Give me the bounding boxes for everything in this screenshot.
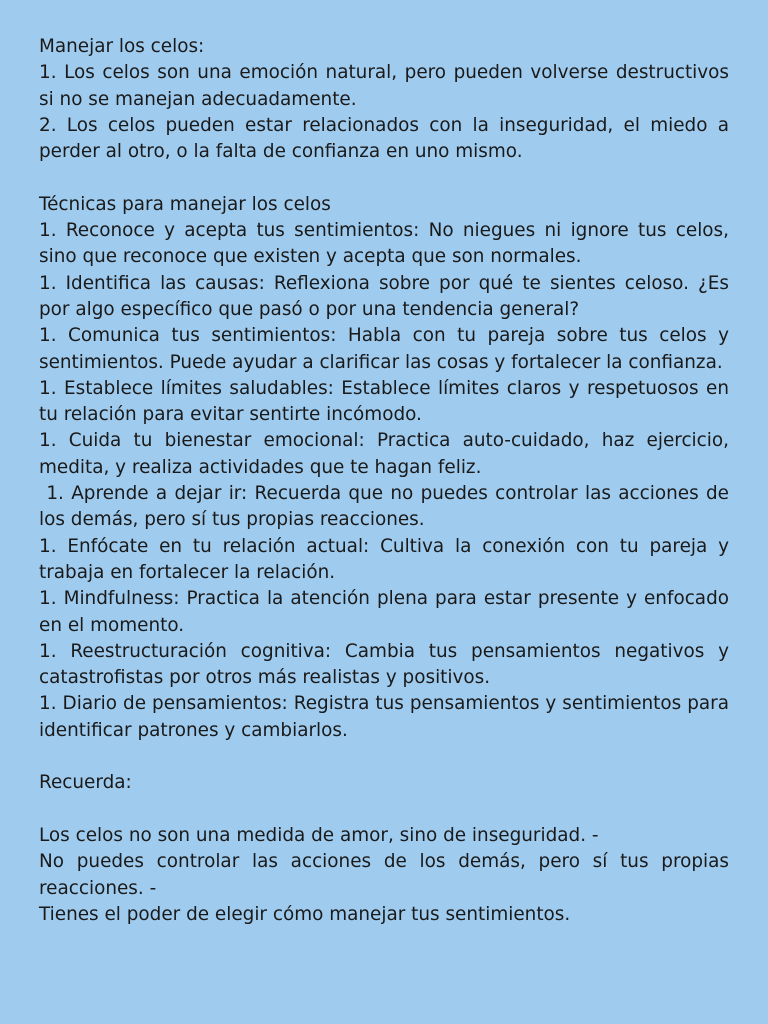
technique-item: 1. Cuida tu bienestar emocional: Practica auto-cuidado, haz ejercicio, medita, y realiza actividades que te hagan feliz. <box>39 430 729 478</box>
reminder-item: Los celos no son una medida de amor, sino de inseguridad. - <box>39 824 599 846</box>
section-spacer <box>39 797 729 823</box>
technique-item: 1. Aprende a dejar ir: Recuerda que no puedes controlar las acciones de los demás, pero sí tus propias reacciones. <box>39 483 735 531</box>
section-spacer <box>39 165 729 191</box>
technique-item: 1. Enfócate en tu relación actual: Cultiva la conexión con tu pareja y trabaja en fortalecer la relación. <box>39 535 729 583</box>
reminder-item: Tienes el poder de elegir cómo manejar tus sentimientos. <box>39 903 571 925</box>
techniques-heading: Técnicas para manejar los celos <box>39 193 331 215</box>
technique-item: 1. Reconoce y acepta tus sentimientos: No niegues ni ignore tus celos, sino que reconoce que existen y acepta que son normales. <box>39 220 729 268</box>
intro-point-1: 1. Los celos son una emoción natural, pero pueden volverse destructivos si no se manejan adecuadamente. <box>39 62 729 110</box>
technique-item: 1. Establece límites saludables: Establece límites claros y respetuosos en tu relación para evitar sentirte incómodo. <box>39 377 729 426</box>
reminder-item: No puedes controlar las acciones de los demás, pero sí tus propias reacciones. - <box>39 851 729 899</box>
technique-item: 1. Diario de pensamientos: Registra tus pensamientos y sentimientos para identificar patrones y cambiarlos. <box>39 693 729 741</box>
technique-item: 1. Comunica tus sentimientos: Habla con tu pareja sobre tus celos y sentimientos. Puede ayudar a clarificar las cosas y fortalecer la confianza. <box>39 325 729 373</box>
intro-heading: Manejar los celos: <box>39 36 205 57</box>
intro-point-2: 2. Los celos pueden estar relacionados con la inseguridad, el miedo a perder al otro, o la falta de confianza en uno mismo. <box>39 114 729 163</box>
technique-item: 1. Mindfulness: Practica la atención plena para estar presente y enfocado en el momento. <box>39 588 729 636</box>
technique-item: 1. Identifica las causas: Reflexiona sobre por qué te sientes celoso. ¿Es por algo específico que pasó o por una tendencia general? <box>39 272 729 320</box>
technique-item: 1. Reestructuración cognitiva: Cambia tus pensamientos negativos y catastrofistas por otros más realistas y positivos. <box>39 640 729 689</box>
reminder-heading: Recuerda: <box>39 772 132 794</box>
section-spacer <box>39 744 729 770</box>
